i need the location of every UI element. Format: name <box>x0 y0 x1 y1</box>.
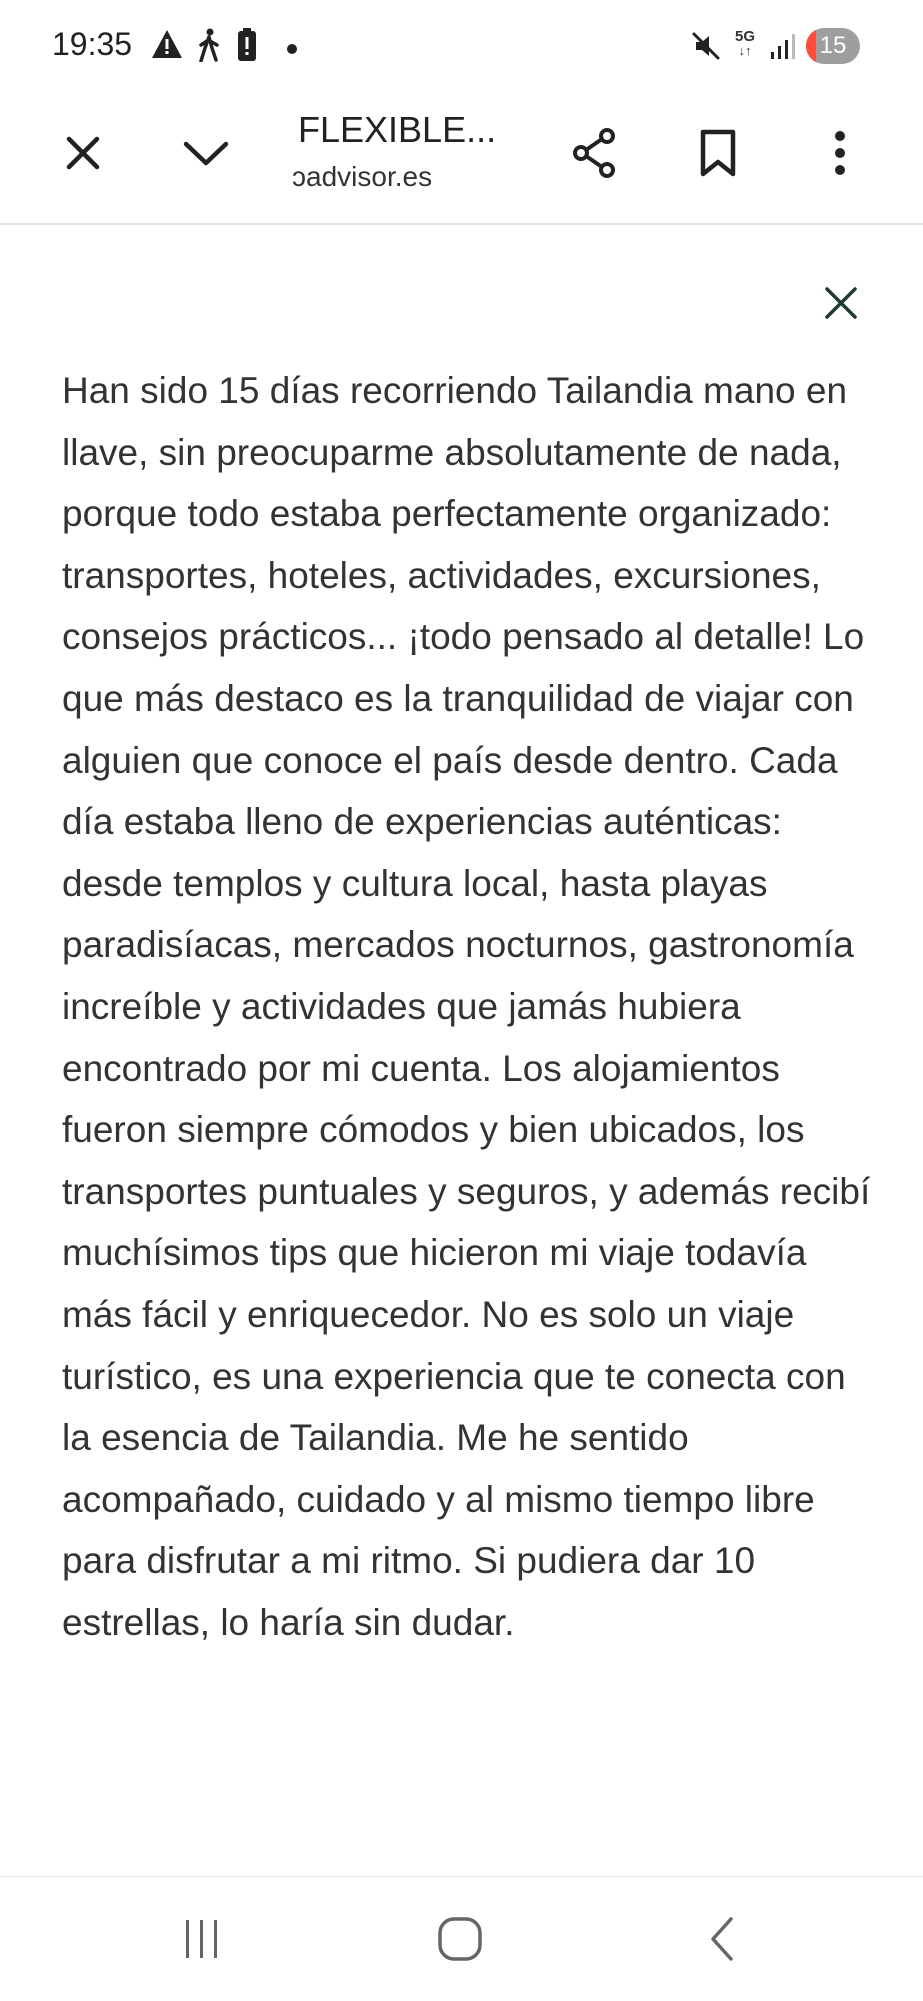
share-icon <box>571 127 619 179</box>
warning-icon <box>150 28 184 65</box>
page-title: FLEXIBLE... <box>298 109 497 150</box>
review-text: Han sido 15 días recorriendo Tailandia mano en llave, sin preocuparme absolutamente de nada, porque todo estaba perfectamente organizado: transportes, hoteles, actividades, excursiones, consejos prácticos... ¡todo pensado al detalle! Lo que más destaco es la tranquilidad de viajar con alguien que conoce el país desde dentro. Cada día estaba lleno de experiencias auténticas: desde templos y cultura local, hasta playas paradisíacas, mercados nocturnos, gastronomía increíble y actividades que jamás hubiera encontrado por mi cuenta. Los alojamientos fueron siempre cómodos y bien ubicados, los transportes puntuales y seguros, y además recibí muchísimos tips que hicieron mi viaje todavía más fácil y enriquecedor. No es solo un viaje turístico, es una experiencia que te conecta con la esencia de Tailandia. Me he sentido acompañado, cuidado y al mismo tiempo libre para disfrutar a mi ritmo. Si pudiera dar 10 estrellas, lo haría sin dudar. <box>62 370 871 1643</box>
battery-alert-icon <box>236 28 258 67</box>
network-type: 5G ↓↑ <box>735 28 756 58</box>
more-vert-icon <box>833 129 847 177</box>
bookmark-icon <box>698 129 738 177</box>
close-icon <box>824 286 858 320</box>
close-review-button[interactable] <box>818 280 864 326</box>
back-icon <box>707 1915 737 1963</box>
recents-button[interactable] <box>170 1907 234 1971</box>
more-options-button[interactable] <box>812 123 868 183</box>
system-navigation-bar <box>0 1876 923 2001</box>
close-tab-button[interactable] <box>55 125 111 181</box>
signal-icon <box>770 32 796 65</box>
page-domain: ↄadvisor.es <box>292 161 433 192</box>
custom-tab-toolbar <box>0 95 923 225</box>
close-icon <box>63 133 103 173</box>
walking-icon <box>196 28 222 67</box>
battery-level: 15 <box>806 28 860 64</box>
notification-dot <box>287 44 297 54</box>
status-time: 19:35 <box>52 26 133 62</box>
share-button[interactable] <box>566 123 624 183</box>
bookmark-button[interactable] <box>690 123 746 183</box>
back-button[interactable] <box>690 1907 754 1971</box>
status-bar <box>0 0 923 95</box>
minimize-button[interactable] <box>176 125 236 181</box>
recents-icon <box>180 1918 224 1960</box>
home-button[interactable] <box>428 1907 492 1971</box>
chevron-down-icon <box>182 138 230 168</box>
home-icon <box>436 1915 484 1963</box>
mute-icon <box>690 30 722 67</box>
